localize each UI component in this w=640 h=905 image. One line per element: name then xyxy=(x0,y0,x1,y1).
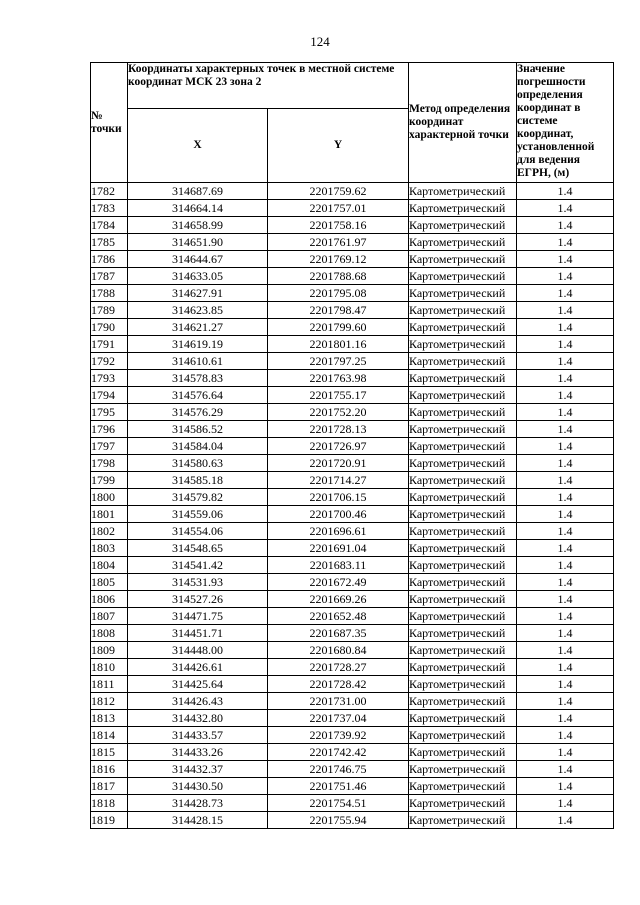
cell-error: 1.4 xyxy=(517,268,614,285)
table-row xyxy=(91,540,614,557)
cell-y: 2201714.27 xyxy=(268,472,409,489)
cell-x: 314580.63 xyxy=(128,455,268,472)
cell-error: 1.4 xyxy=(517,336,614,353)
table-row xyxy=(91,608,614,625)
cell-x: 314428.73 xyxy=(128,795,268,812)
cell-method: Картометрический xyxy=(409,319,517,336)
cell-point-number: 1805 xyxy=(91,574,128,591)
cell-method: Картометрический xyxy=(409,557,517,574)
cell-y: 2201761.97 xyxy=(268,234,409,251)
cell-method: Картометрический xyxy=(409,608,517,625)
cell-x: 314433.26 xyxy=(128,744,268,761)
cell-y: 2201696.61 xyxy=(268,523,409,540)
cell-y: 2201755.94 xyxy=(268,812,409,829)
header-coordinates: Координаты характерных точек в местной системе координат МСК 23 зона 2 xyxy=(128,63,409,109)
table-row xyxy=(91,268,614,285)
cell-point-number: 1798 xyxy=(91,455,128,472)
cell-y: 2201797.25 xyxy=(268,353,409,370)
cell-y: 2201801.16 xyxy=(268,336,409,353)
cell-x: 314687.69 xyxy=(128,183,268,200)
cell-y: 2201763.98 xyxy=(268,370,409,387)
cell-method: Картометрический xyxy=(409,489,517,506)
cell-error: 1.4 xyxy=(517,540,614,557)
cell-y: 2201683.11 xyxy=(268,557,409,574)
cell-error: 1.4 xyxy=(517,761,614,778)
cell-method: Картометрический xyxy=(409,268,517,285)
cell-method: Картометрический xyxy=(409,540,517,557)
cell-x: 314531.93 xyxy=(128,574,268,591)
cell-error: 1.4 xyxy=(517,676,614,693)
table-row xyxy=(91,778,614,795)
cell-error: 1.4 xyxy=(517,370,614,387)
cell-y: 2201739.92 xyxy=(268,727,409,744)
cell-x: 314425.64 xyxy=(128,676,268,693)
table-row xyxy=(91,489,614,506)
cell-error: 1.4 xyxy=(517,472,614,489)
cell-method: Картометрический xyxy=(409,370,517,387)
cell-y: 2201700.46 xyxy=(268,506,409,523)
cell-error: 1.4 xyxy=(517,387,614,404)
cell-x: 314432.37 xyxy=(128,761,268,778)
cell-x: 314433.57 xyxy=(128,727,268,744)
table-row xyxy=(91,285,614,302)
cell-point-number: 1809 xyxy=(91,642,128,659)
cell-method: Картометрический xyxy=(409,676,517,693)
table-row xyxy=(91,523,614,540)
cell-method: Картометрический xyxy=(409,234,517,251)
cell-y: 2201751.46 xyxy=(268,778,409,795)
cell-method: Картометрический xyxy=(409,336,517,353)
cell-point-number: 1793 xyxy=(91,370,128,387)
cell-error: 1.4 xyxy=(517,421,614,438)
table-row xyxy=(91,761,614,778)
table-header xyxy=(91,63,614,183)
cell-point-number: 1783 xyxy=(91,200,128,217)
cell-y: 2201769.12 xyxy=(268,251,409,268)
table-row xyxy=(91,676,614,693)
cell-error: 1.4 xyxy=(517,574,614,591)
cell-error: 1.4 xyxy=(517,200,614,217)
cell-y: 2201728.27 xyxy=(268,659,409,676)
header-method: Метод определения координат характерной точки xyxy=(409,63,517,183)
cell-y: 2201726.97 xyxy=(268,438,409,455)
table-row xyxy=(91,574,614,591)
cell-point-number: 1810 xyxy=(91,659,128,676)
cell-y: 2201754.51 xyxy=(268,795,409,812)
cell-error: 1.4 xyxy=(517,812,614,829)
cell-x: 314579.82 xyxy=(128,489,268,506)
cell-y: 2201691.04 xyxy=(268,540,409,557)
cell-x: 314619.19 xyxy=(128,336,268,353)
cell-point-number: 1785 xyxy=(91,234,128,251)
cell-point-number: 1799 xyxy=(91,472,128,489)
cell-x: 314651.90 xyxy=(128,234,268,251)
cell-point-number: 1789 xyxy=(91,302,128,319)
cell-point-number: 1786 xyxy=(91,251,128,268)
cell-point-number: 1806 xyxy=(91,591,128,608)
cell-error: 1.4 xyxy=(517,217,614,234)
cell-y: 2201795.08 xyxy=(268,285,409,302)
cell-y: 2201728.13 xyxy=(268,421,409,438)
cell-x: 314559.06 xyxy=(128,506,268,523)
cell-method: Картометрический xyxy=(409,659,517,676)
cell-y: 2201706.15 xyxy=(268,489,409,506)
table-row xyxy=(91,404,614,421)
table-row xyxy=(91,234,614,251)
cell-point-number: 1791 xyxy=(91,336,128,353)
cell-method: Картометрический xyxy=(409,455,517,472)
table-row xyxy=(91,812,614,829)
cell-point-number: 1790 xyxy=(91,319,128,336)
table-row xyxy=(91,795,614,812)
cell-x: 314576.29 xyxy=(128,404,268,421)
cell-y: 2201731.00 xyxy=(268,693,409,710)
cell-x: 314584.04 xyxy=(128,438,268,455)
cell-point-number: 1814 xyxy=(91,727,128,744)
cell-method: Картометрический xyxy=(409,625,517,642)
cell-y: 2201758.16 xyxy=(268,217,409,234)
cell-method: Картометрический xyxy=(409,523,517,540)
cell-point-number: 1794 xyxy=(91,387,128,404)
cell-y: 2201728.42 xyxy=(268,676,409,693)
table-row xyxy=(91,370,614,387)
table-row xyxy=(91,744,614,761)
cell-error: 1.4 xyxy=(517,285,614,302)
cell-method: Картометрический xyxy=(409,506,517,523)
cell-y: 2201798.47 xyxy=(268,302,409,319)
cell-y: 2201737.04 xyxy=(268,710,409,727)
cell-error: 1.4 xyxy=(517,659,614,676)
cell-y: 2201672.49 xyxy=(268,574,409,591)
cell-error: 1.4 xyxy=(517,557,614,574)
cell-point-number: 1782 xyxy=(91,183,128,200)
cell-y: 2201788.68 xyxy=(268,268,409,285)
table-row xyxy=(91,693,614,710)
table-row xyxy=(91,659,614,676)
cell-error: 1.4 xyxy=(517,455,614,472)
cell-y: 2201742.42 xyxy=(268,744,409,761)
cell-error: 1.4 xyxy=(517,251,614,268)
cell-point-number: 1795 xyxy=(91,404,128,421)
cell-y: 2201755.17 xyxy=(268,387,409,404)
cell-x: 314586.52 xyxy=(128,421,268,438)
cell-point-number: 1787 xyxy=(91,268,128,285)
cell-point-number: 1803 xyxy=(91,540,128,557)
cell-y: 2201757.01 xyxy=(268,200,409,217)
cell-point-number: 1801 xyxy=(91,506,128,523)
cell-point-number: 1811 xyxy=(91,676,128,693)
cell-point-number: 1807 xyxy=(91,608,128,625)
cell-point-number: 1784 xyxy=(91,217,128,234)
cell-point-number: 1804 xyxy=(91,557,128,574)
cell-x: 314627.91 xyxy=(128,285,268,302)
cell-error: 1.4 xyxy=(517,319,614,336)
cell-x: 314548.65 xyxy=(128,540,268,557)
cell-point-number: 1816 xyxy=(91,761,128,778)
cell-method: Картометрический xyxy=(409,353,517,370)
cell-y: 2201720.91 xyxy=(268,455,409,472)
cell-error: 1.4 xyxy=(517,506,614,523)
cell-x: 314426.43 xyxy=(128,693,268,710)
cell-point-number: 1808 xyxy=(91,625,128,642)
table-row xyxy=(91,455,614,472)
cell-error: 1.4 xyxy=(517,438,614,455)
cell-error: 1.4 xyxy=(517,744,614,761)
cell-point-number: 1797 xyxy=(91,438,128,455)
cell-method: Картометрический xyxy=(409,183,517,200)
table-row xyxy=(91,591,614,608)
cell-error: 1.4 xyxy=(517,727,614,744)
cell-point-number: 1802 xyxy=(91,523,128,540)
cell-x: 314541.42 xyxy=(128,557,268,574)
cell-method: Картометрический xyxy=(409,387,517,404)
cell-x: 314430.50 xyxy=(128,778,268,795)
cell-method: Картометрический xyxy=(409,591,517,608)
cell-method: Картометрический xyxy=(409,472,517,489)
cell-x: 314664.14 xyxy=(128,200,268,217)
cell-error: 1.4 xyxy=(517,234,614,251)
cell-method: Картометрический xyxy=(409,642,517,659)
cell-y: 2201752.20 xyxy=(268,404,409,421)
cell-x: 314451.71 xyxy=(128,625,268,642)
cell-method: Картометрический xyxy=(409,217,517,234)
cell-method: Картометрический xyxy=(409,251,517,268)
table-row xyxy=(91,387,614,404)
cell-point-number: 1812 xyxy=(91,693,128,710)
cell-error: 1.4 xyxy=(517,183,614,200)
cell-error: 1.4 xyxy=(517,642,614,659)
page-number: 124 xyxy=(310,34,330,49)
cell-method: Картометрический xyxy=(409,795,517,812)
cell-y: 2201799.60 xyxy=(268,319,409,336)
cell-y: 2201687.35 xyxy=(268,625,409,642)
cell-x: 314633.05 xyxy=(128,268,268,285)
table-row xyxy=(91,336,614,353)
cell-x: 314428.15 xyxy=(128,812,268,829)
coordinates-table xyxy=(90,62,614,829)
cell-method: Картометрический xyxy=(409,404,517,421)
cell-x: 314621.27 xyxy=(128,319,268,336)
table-row xyxy=(91,319,614,336)
cell-y: 2201669.26 xyxy=(268,591,409,608)
cell-x: 314471.75 xyxy=(128,608,268,625)
table-body xyxy=(91,183,614,829)
cell-method: Картометрический xyxy=(409,693,517,710)
cell-method: Картометрический xyxy=(409,302,517,319)
cell-x: 314585.18 xyxy=(128,472,268,489)
header-y: Y xyxy=(268,109,409,183)
cell-point-number: 1788 xyxy=(91,285,128,302)
table-row xyxy=(91,251,614,268)
cell-x: 314527.26 xyxy=(128,591,268,608)
table-row xyxy=(91,642,614,659)
table-row xyxy=(91,557,614,574)
cell-x: 314623.85 xyxy=(128,302,268,319)
table-row xyxy=(91,727,614,744)
cell-x: 314576.64 xyxy=(128,387,268,404)
header-error: Значение погрешности определения координат в системе координат, установленной для ведения ЕГРН, (м) xyxy=(517,63,614,183)
cell-error: 1.4 xyxy=(517,353,614,370)
cell-y: 2201746.75 xyxy=(268,761,409,778)
cell-x: 314644.67 xyxy=(128,251,268,268)
table-row xyxy=(91,353,614,370)
cell-x: 314448.00 xyxy=(128,642,268,659)
cell-error: 1.4 xyxy=(517,608,614,625)
header-x: X xyxy=(128,109,268,183)
table-row xyxy=(91,421,614,438)
table-row xyxy=(91,217,614,234)
cell-point-number: 1792 xyxy=(91,353,128,370)
cell-x: 314432.80 xyxy=(128,710,268,727)
cell-method: Картометрический xyxy=(409,285,517,302)
cell-method: Картометрический xyxy=(409,200,517,217)
table-row xyxy=(91,472,614,489)
cell-method: Картометрический xyxy=(409,438,517,455)
cell-x: 314426.61 xyxy=(128,659,268,676)
cell-x: 314578.83 xyxy=(128,370,268,387)
cell-method: Картометрический xyxy=(409,761,517,778)
table-row xyxy=(91,183,614,200)
cell-y: 2201680.84 xyxy=(268,642,409,659)
table-row xyxy=(91,506,614,523)
table-row xyxy=(91,625,614,642)
cell-x: 314554.06 xyxy=(128,523,268,540)
cell-error: 1.4 xyxy=(517,489,614,506)
cell-method: Картометрический xyxy=(409,727,517,744)
cell-error: 1.4 xyxy=(517,302,614,319)
cell-method: Картометрический xyxy=(409,574,517,591)
cell-point-number: 1815 xyxy=(91,744,128,761)
cell-point-number: 1800 xyxy=(91,489,128,506)
cell-point-number: 1819 xyxy=(91,812,128,829)
cell-x: 314658.99 xyxy=(128,217,268,234)
cell-error: 1.4 xyxy=(517,710,614,727)
cell-error: 1.4 xyxy=(517,523,614,540)
cell-error: 1.4 xyxy=(517,404,614,421)
cell-method: Картометрический xyxy=(409,744,517,761)
cell-error: 1.4 xyxy=(517,778,614,795)
cell-method: Картометрический xyxy=(409,778,517,795)
cell-method: Картометрический xyxy=(409,421,517,438)
table-row xyxy=(91,438,614,455)
header-point-number: № точки xyxy=(91,63,128,183)
cell-error: 1.4 xyxy=(517,625,614,642)
cell-error: 1.4 xyxy=(517,795,614,812)
table-row xyxy=(91,200,614,217)
cell-method: Картометрический xyxy=(409,812,517,829)
cell-point-number: 1796 xyxy=(91,421,128,438)
cell-y: 2201759.62 xyxy=(268,183,409,200)
cell-error: 1.4 xyxy=(517,591,614,608)
table-row xyxy=(91,710,614,727)
cell-method: Картометрический xyxy=(409,710,517,727)
cell-error: 1.4 xyxy=(517,693,614,710)
table-row xyxy=(91,302,614,319)
cell-y: 2201652.48 xyxy=(268,608,409,625)
cell-point-number: 1818 xyxy=(91,795,128,812)
cell-point-number: 1813 xyxy=(91,710,128,727)
cell-point-number: 1817 xyxy=(91,778,128,795)
cell-x: 314610.61 xyxy=(128,353,268,370)
